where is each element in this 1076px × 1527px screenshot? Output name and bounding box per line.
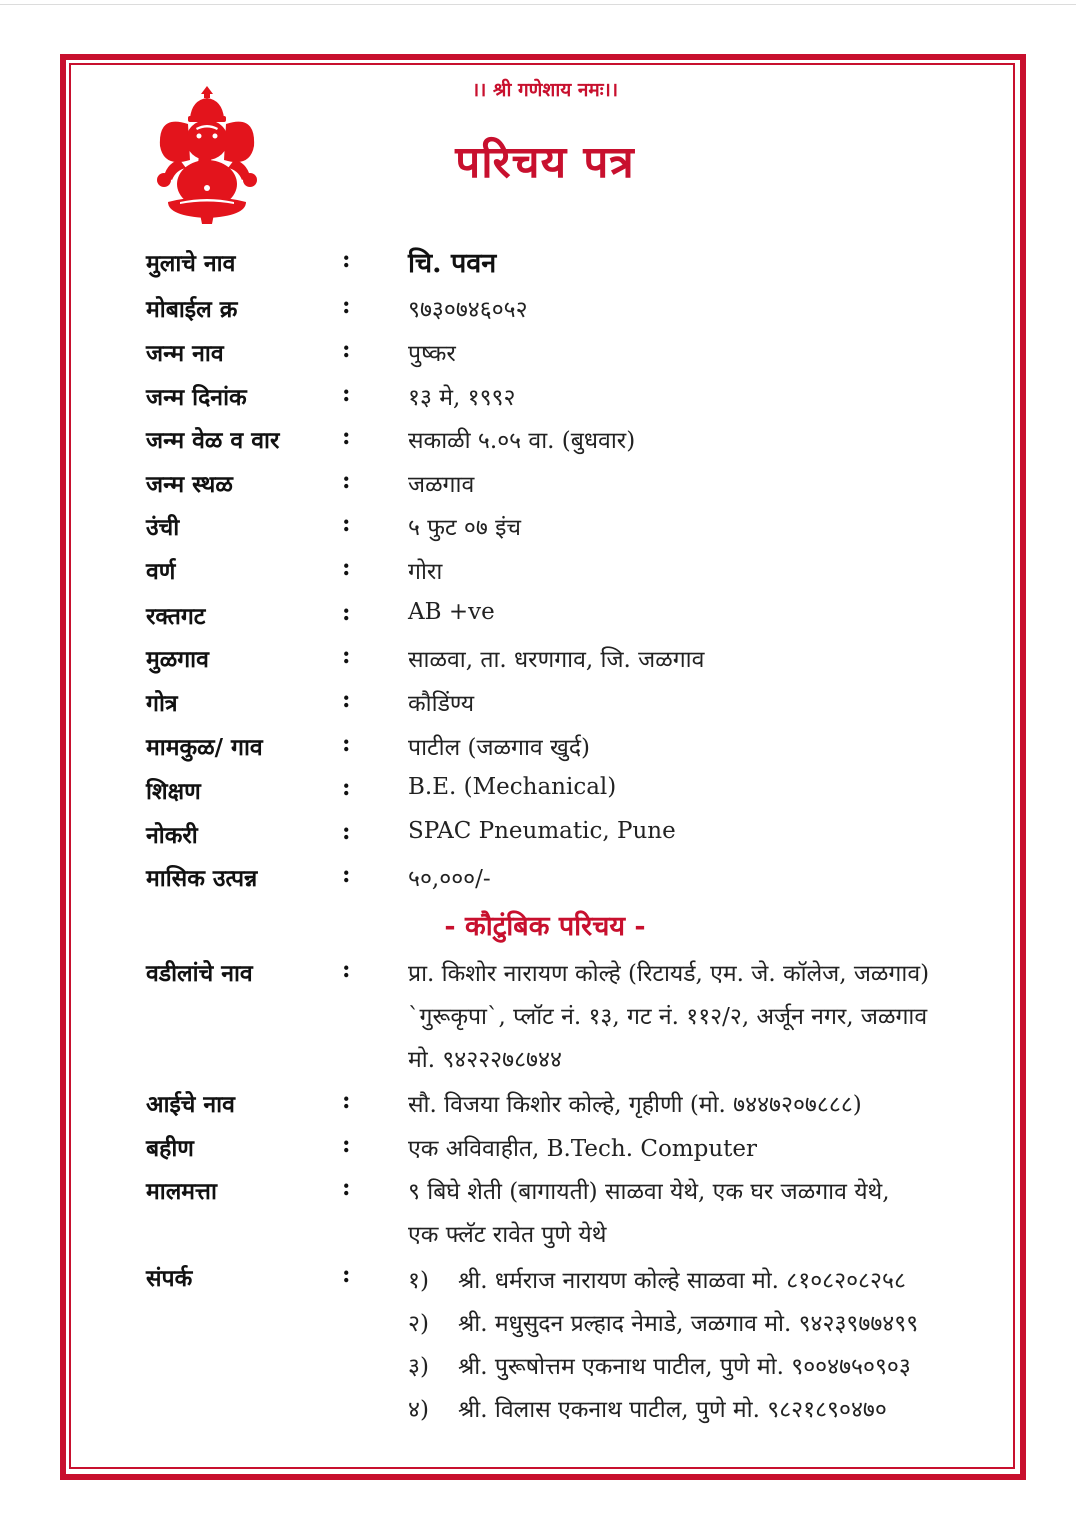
family-row-property <box>0 1174 1076 1254</box>
detail-colon: : <box>342 554 351 581</box>
family-row-sister <box>0 1131 1076 1171</box>
detail-row-maternal <box>0 730 1076 770</box>
detail-colon: : <box>342 510 351 537</box>
detail-colon: : <box>342 336 351 363</box>
family-label: बहीण <box>146 1135 194 1162</box>
detail-row-blood-group <box>0 599 1076 639</box>
detail-value: AB +ve <box>408 599 495 625</box>
detail-label: मासिक उत्पन्न <box>146 865 258 892</box>
family-label: आईचे नाव <box>146 1091 235 1118</box>
family-colon: : <box>342 1087 351 1114</box>
contact-text: श्री. मधुसुदन प्रल्हाद नेमाडे, जळगाव मो. ९४२३९७७४९९ <box>458 1311 919 1337</box>
family-value: सौ. विजया किशोर कोल्हे, गृहीणी (मो. ७४४७२०७८८८) <box>408 1092 862 1118</box>
detail-label: शिक्षण <box>146 778 201 805</box>
detail-label: मुळगाव <box>146 646 209 673</box>
detail-label: गोत्र <box>146 690 178 717</box>
detail-value: पुष्कर <box>408 341 456 367</box>
detail-value: कौडिंण्य <box>408 691 475 717</box>
contact-text: श्री. विलास एकनाथ पाटील, पुणे मो. ९८२१८९०४७० <box>458 1397 887 1423</box>
contact-text: श्री. पुरूषोत्तम एकनाथ पाटील, पुणे मो. ९००४७५०९०३ <box>458 1354 911 1380</box>
family-colon: : <box>342 1261 351 1288</box>
detail-colon: : <box>342 246 351 273</box>
detail-label: रक्तगट <box>146 603 206 630</box>
detail-value: सकाळी ५.०५ वा. (बुधवार) <box>408 428 636 454</box>
property-line: ९ बिघे शेती (बागायती) साळवा येथे, एक घर जळगाव येथे, <box>408 1179 890 1205</box>
father-line: `गुरूकृपा`, प्लॉट नं. १३, गट नं. ११२/२, अर्जून नगर, जळगाव <box>408 1004 928 1030</box>
page-top-divider <box>0 4 1076 5</box>
detail-value: १३ मे, १९९२ <box>408 385 516 411</box>
detail-value: साळवा, ता. धरणगाव, जि. जळगाव <box>408 647 705 673</box>
detail-colon: : <box>342 380 351 407</box>
father-line: मो. ९४२२२७८७४४ <box>408 1047 562 1073</box>
detail-row-birth-date <box>0 380 1076 420</box>
ganesh-icon <box>150 84 265 224</box>
family-label: मालमत्ता <box>146 1178 217 1205</box>
detail-colon: : <box>342 818 351 845</box>
invocation-text: ।। श्री गणेशाय नमः।। <box>471 79 619 101</box>
detail-row-job <box>0 818 1076 858</box>
detail-colon: : <box>342 774 351 801</box>
detail-label: वर्ण <box>146 558 176 585</box>
detail-value: SPAC Pneumatic, Pune <box>408 818 676 844</box>
father-line: प्रा. किशोर नारायण कोल्हे (रिटायर्ड, एम. जे. कॉलेज, जळगाव) <box>408 961 930 987</box>
detail-row-birth-place <box>0 467 1076 507</box>
property-line: एक फ्लॅट रावेत पुणे येथे <box>408 1222 607 1248</box>
detail-row-mobile <box>0 292 1076 332</box>
family-label: संपर्क <box>146 1265 193 1292</box>
detail-colon: : <box>342 642 351 669</box>
detail-value: गोरा <box>408 559 443 585</box>
detail-row-name <box>0 246 1076 286</box>
detail-colon: : <box>342 467 351 494</box>
family-section-heading: - कौटुंबिक परिचय - <box>444 911 646 942</box>
contact-number: १) <box>408 1268 429 1294</box>
family-colon: : <box>342 956 351 983</box>
family-row-mother <box>0 1087 1076 1127</box>
page-title: परिचय पत्र <box>455 137 635 188</box>
contact-number: २) <box>408 1311 429 1337</box>
detail-colon: : <box>342 730 351 757</box>
detail-colon: : <box>342 861 351 888</box>
detail-value: चि. पवन <box>408 248 497 279</box>
family-colon: : <box>342 1131 351 1158</box>
detail-value: ५ फुट ०७ इंच <box>408 515 522 541</box>
family-label: वडीलांचे नाव <box>146 960 253 987</box>
detail-value: जळगाव <box>408 472 475 498</box>
detail-label: जन्म स्थळ <box>146 471 233 498</box>
detail-label: मुलाचे नाव <box>146 250 236 277</box>
detail-row-income <box>0 861 1076 901</box>
family-row-contact <box>0 1261 1076 1431</box>
detail-row-height <box>0 510 1076 550</box>
contact-number: ४) <box>408 1397 429 1423</box>
contact-text: श्री. धर्मराज नारायण कोल्हे साळवा मो. ८१०८२०८२५८ <box>458 1268 906 1294</box>
family-row-father <box>0 956 1076 1076</box>
detail-colon: : <box>342 423 351 450</box>
family-value: एक अविवाहीत, B.Tech. Computer <box>408 1136 757 1162</box>
detail-label: जन्म दिनांक <box>146 384 247 411</box>
detail-label: मामकुळ/ गाव <box>146 734 263 761</box>
detail-value: ९७३०७४६०५२ <box>408 297 528 323</box>
detail-row-complexion <box>0 554 1076 594</box>
detail-label: मोबाईल क्र <box>146 296 238 323</box>
detail-value: B.E. (Mechanical) <box>408 774 617 800</box>
detail-label: उंची <box>146 514 180 541</box>
detail-colon: : <box>342 686 351 713</box>
detail-colon: : <box>342 292 351 319</box>
detail-row-education <box>0 774 1076 814</box>
detail-row-birth-name <box>0 336 1076 376</box>
detail-label: नोकरी <box>146 822 198 849</box>
detail-row-birth-time <box>0 423 1076 463</box>
detail-row-gotra <box>0 686 1076 726</box>
detail-row-native-place <box>0 642 1076 682</box>
detail-colon: : <box>342 599 351 626</box>
detail-value: पाटील (जळगाव खुर्द) <box>408 735 590 761</box>
contact-number: ३) <box>408 1354 429 1380</box>
detail-label: जन्म वेळ व वार <box>146 427 280 454</box>
detail-value: ५०,०००/- <box>408 866 491 892</box>
family-colon: : <box>342 1174 351 1201</box>
detail-label: जन्म नाव <box>146 340 224 367</box>
